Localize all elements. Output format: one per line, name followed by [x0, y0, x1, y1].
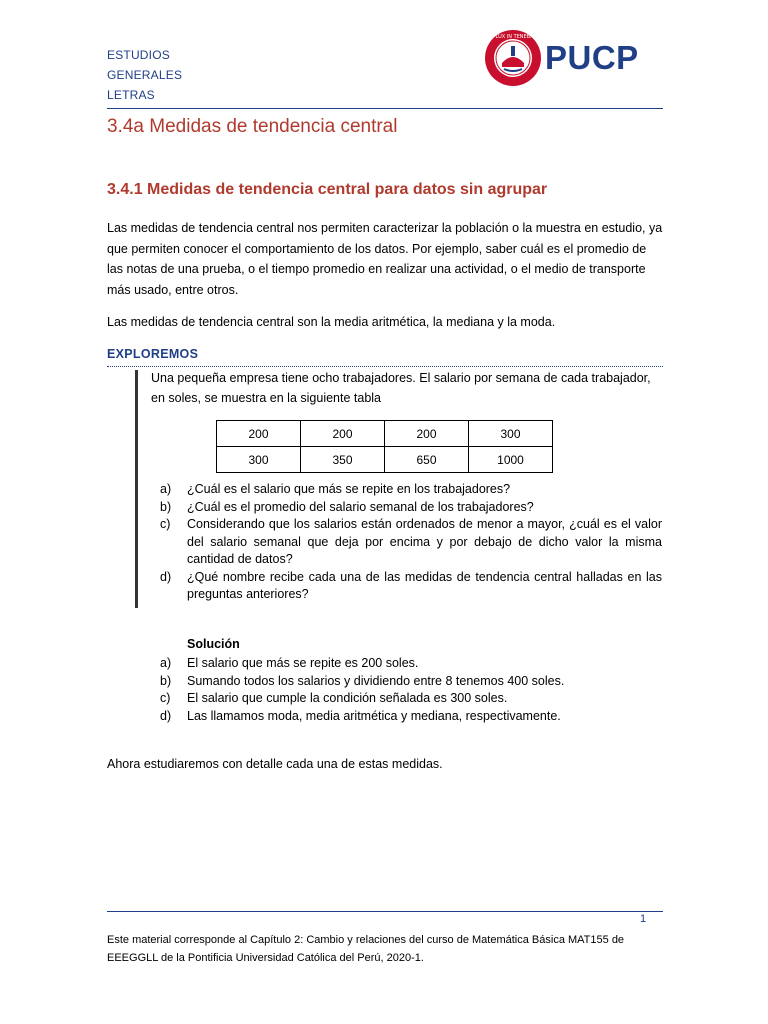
- list-item: [160, 516, 662, 569]
- question-letter: a): [160, 482, 172, 496]
- solution-text: El salario que más se repite es 200 soles.: [187, 656, 419, 670]
- university-seal-icon: [484, 29, 542, 87]
- department-line-1: ESTUDIOS: [107, 48, 170, 62]
- department-line-2: GENERALES: [107, 68, 183, 82]
- department-line-3: LETRAS: [107, 88, 155, 102]
- pucp-logo: [484, 28, 659, 88]
- table-cell: 650: [385, 447, 469, 473]
- solution-letter: a): [160, 656, 172, 670]
- header-divider: [107, 108, 663, 109]
- solution-letter: b): [160, 673, 172, 688]
- problem-statement: Una pequeña empresa tiene ocho trabajadores. El salario por semana de cada trabajador, en soles, se muestra en la siguiente tabla: [151, 371, 651, 405]
- solution-letter: d): [160, 708, 172, 723]
- exercise-side-bar: [135, 370, 138, 608]
- pucp-wordmark: PUCP: [545, 39, 639, 76]
- question-letter: d): [160, 569, 172, 584]
- section-title: 3.4a Medidas de tendencia central: [107, 116, 398, 137]
- question-text: Considerando que los salarios están ordenados de menor a mayor, ¿cuál es el valor del salario semanal que deja por encima y por debajo de dicho valor la misma cantidad de datos?: [187, 517, 662, 566]
- table-cell: 200: [385, 421, 469, 447]
- svg-text:ET LUX IN TENEBRIS: ET LUX IN TENEBRIS: [487, 34, 539, 40]
- table-row: [217, 447, 553, 473]
- list-item: [160, 708, 662, 726]
- list-item: [160, 569, 662, 604]
- list-item: [160, 481, 662, 499]
- solution-list: [160, 655, 662, 725]
- question-list: [160, 481, 662, 604]
- table-cell: 200: [217, 421, 301, 447]
- question-text: ¿Cuál es el salario que más se repite en los trabajadores?: [187, 482, 511, 496]
- footer-note: Este material corresponde al Capítulo 2: Cambio y relaciones del curso de Matemática Básica MAT155 de EEEGGLL de la Pontificia Universidad Católica del Perú, 2020-1.: [107, 934, 625, 964]
- solution-text: Las llamamos moda, media aritmética y mediana, respectivamente.: [187, 708, 561, 723]
- solution-letter: c): [160, 691, 171, 705]
- list-item: [160, 673, 662, 691]
- explore-divider: [107, 366, 663, 367]
- question-letter: c): [160, 517, 171, 531]
- list-item: [160, 499, 662, 517]
- subsection-title: 3.4.1 Medidas de tendencia central para datos sin agrupar: [107, 181, 548, 198]
- closing-paragraph: Ahora estudiaremos con detalle cada una de estas medidas.: [107, 757, 443, 771]
- explore-heading: EXPLOREMOS: [107, 347, 199, 361]
- question-letter: b): [160, 499, 172, 514]
- table-cell: 200: [301, 421, 385, 447]
- salary-table: [216, 420, 553, 473]
- table-cell: 300: [469, 421, 553, 447]
- table-cell: 350: [301, 447, 385, 473]
- table-row: [217, 421, 553, 447]
- department-label: [107, 45, 182, 105]
- solution-heading: Solución: [187, 637, 240, 651]
- solution-text: El salario que cumple la condición señalada es 300 soles.: [187, 691, 508, 705]
- page-number: 1: [640, 913, 647, 925]
- question-text: ¿Qué nombre recibe cada una de las medidas de tendencia central halladas en las preguntas anteriores?: [187, 569, 662, 601]
- table-cell: 300: [217, 447, 301, 473]
- question-text: ¿Cuál es el promedio del salario semanal de los trabajadores?: [187, 499, 534, 514]
- measures-paragraph: Las medidas de tendencia central son la media aritmética, la mediana y la moda.: [107, 315, 556, 329]
- footer-divider: [107, 911, 663, 912]
- list-item: [160, 690, 662, 708]
- list-item: [160, 655, 662, 673]
- solution-text: Sumando todos los salarios y dividiendo entre 8 tenemos 400 soles.: [187, 673, 565, 688]
- intro-paragraph: Las medidas de tendencia central nos permiten caracterizar la población o la muestra en estudio, ya que permiten conocer el comportamiento de los datos. Por ejemplo, saber cuál es el promedio de las notas de una prueba, o el tiempo promedio en realizar una actividad, o el medio de transporte más usado, entre otros.: [107, 221, 663, 297]
- table-cell: 1000: [469, 447, 553, 473]
